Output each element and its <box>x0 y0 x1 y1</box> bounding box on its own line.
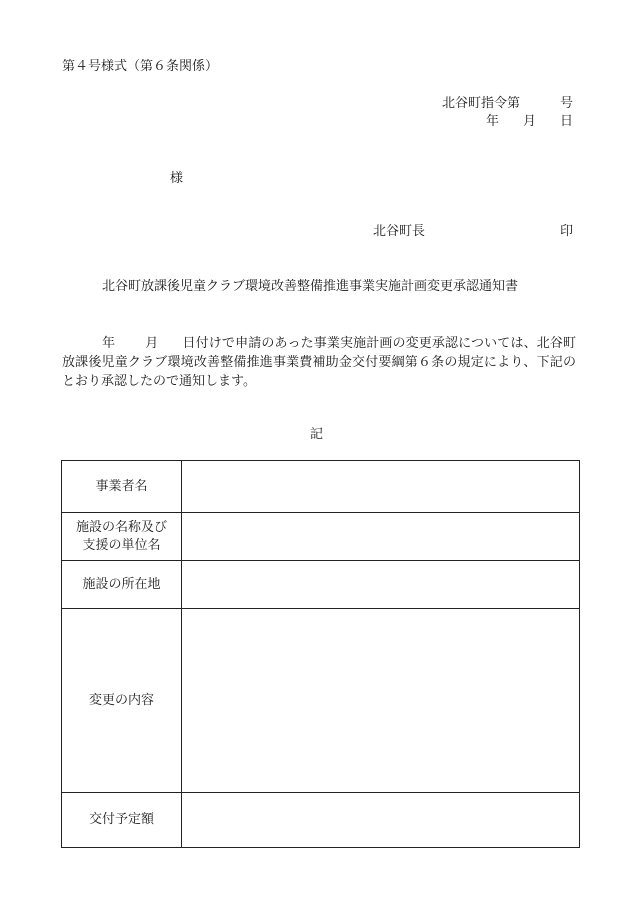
body-paragraph <box>62 334 576 391</box>
table-row <box>62 461 580 513</box>
table-row <box>62 513 580 561</box>
row-value-facility-address <box>182 561 580 609</box>
seal-mark: 印 <box>559 224 573 239</box>
row-label-facility-address <box>62 561 182 609</box>
table-row <box>62 609 580 793</box>
date-day: 日 <box>559 114 573 129</box>
ki-label: 記 <box>310 427 324 442</box>
row-value-facility-name <box>182 513 580 561</box>
addressee: 様 <box>170 171 184 186</box>
row-label-business-name <box>62 461 182 513</box>
row-label-line: 支援の単位名 <box>82 537 161 553</box>
body-month: 月 <box>145 336 159 351</box>
document-title: 北谷町放課後児童クラブ環境改善整備推進事業実施計画変更承認通知書 <box>102 279 519 294</box>
row-label-facility-name <box>62 513 182 561</box>
order-prefix: 北谷町指令第 <box>441 96 520 111</box>
body-year: 年 <box>102 336 116 351</box>
mayor-title: 北谷町長 <box>373 224 426 239</box>
table-row <box>62 793 580 848</box>
row-label-change-details <box>62 609 182 793</box>
order-suffix: 号 <box>559 96 573 111</box>
row-label-line: 変更の内容 <box>88 692 154 708</box>
date-month: 月 <box>522 114 536 129</box>
form-number: 第４号様式（第６条関係） <box>62 59 219 74</box>
row-label-line: 事業者名 <box>95 478 148 494</box>
row-label-line: 施設の所在地 <box>82 576 161 592</box>
row-value-change-details <box>182 609 580 793</box>
date-line <box>486 114 573 130</box>
row-value-business-name <box>182 461 580 513</box>
order-number-line <box>442 96 573 112</box>
row-value-grant-amount <box>182 793 580 848</box>
details-table <box>61 460 580 848</box>
date-year: 年 <box>485 114 499 129</box>
row-label-grant-amount <box>62 793 182 848</box>
mayor-line <box>373 224 573 240</box>
row-label-line: 施設の名称及び <box>75 519 167 535</box>
body-rest: 日付けで申請のあった事業実施計画の変更承認については、北谷町放課後児童クラブ環境改善整備推進事業費補助金交付要綱第６条の規定により、下記のとおり承認したので通知します。 <box>62 336 576 389</box>
row-label-line: 交付予定額 <box>88 812 154 827</box>
table-row <box>62 561 580 609</box>
